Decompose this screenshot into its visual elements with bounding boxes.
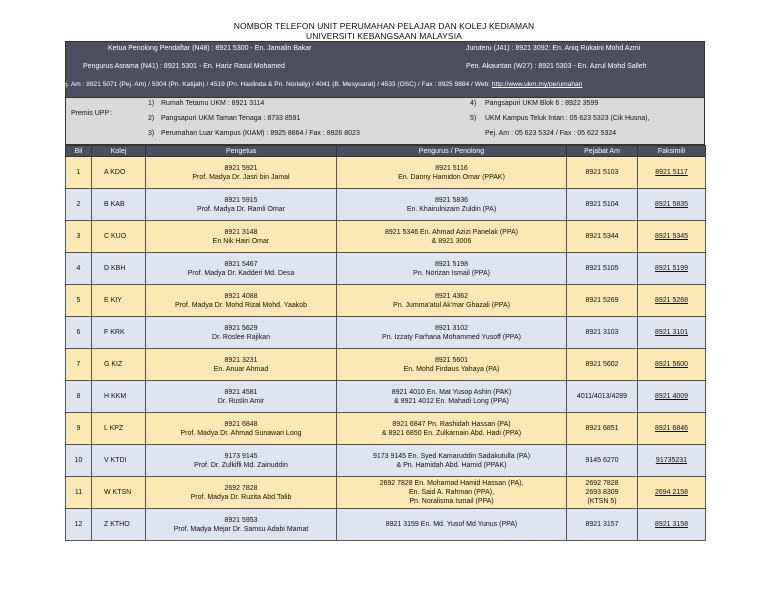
cell-kolej: D KBH <box>92 253 146 285</box>
cell-pengetua <box>146 157 337 189</box>
cell-faksimili: 8921 5345 <box>638 221 706 253</box>
cell-pengurus-line: 8921 5198 <box>434 260 469 268</box>
table-row <box>66 381 706 413</box>
cell-pengetua <box>146 349 337 381</box>
akauntan-text: Pen. Akauntan (W27) : 8921 5303 - En. Azrul Mohd Salleh <box>466 63 647 70</box>
cell-pengurus-line: 9173 9145 En. Syed Kamaruddin Sadakutulla (PA) <box>372 452 531 460</box>
cell-kolej: B KAB <box>92 189 146 221</box>
premis-label: Premis UPP <box>71 110 110 117</box>
directory-table <box>65 145 706 541</box>
cell-pengurus-line: 8921 5601 <box>434 356 469 364</box>
cell-pejabat-line: 2692 7828 <box>585 480 619 487</box>
cell-pejabat <box>567 221 638 253</box>
column-header-pengetua: Pengetua <box>146 146 337 157</box>
cell-pengurus-line: En. Danny Hamidon Omar (PPAK) <box>398 173 505 181</box>
premis-item-no: 1) <box>148 100 155 107</box>
cell-pengurus <box>337 349 567 381</box>
cell-pengetua-line: 8921 4581 <box>224 388 258 396</box>
cell-pengurus <box>337 477 567 509</box>
cell-pengurus <box>337 285 567 317</box>
cell-kolej: W KTSN <box>92 477 146 509</box>
cell-pengurus-line: Pn. Jumma'atul Ak'mar Ghazali (PPA) <box>393 301 510 309</box>
cell-pengetua-line: 2692 7828 <box>224 484 258 492</box>
cell-pengetua-line: Prof. Madya Mejar Dr. Samsu Adabi Mamat <box>173 525 309 533</box>
table-row <box>66 317 706 349</box>
cell-bil: 6 <box>66 317 92 349</box>
cell-bil: 2 <box>66 189 92 221</box>
cell-pengurus-line: En. Khairulnizam Zuldin (PA) <box>406 205 497 213</box>
cell-pengetua <box>146 253 337 285</box>
cell-kolej: G KIZ <box>92 349 146 381</box>
cell-pengurus-line: 2692 7828 En. Mohamad Hamid Hassan (PA), <box>379 480 524 487</box>
column-header-pejabat: Pejabat Am <box>567 146 638 157</box>
cell-pengetua-line: 8921 5915 <box>224 196 258 204</box>
premis-item-text: Pangsapuri UKM Taman Tenaga : 8733 8591 <box>161 115 301 122</box>
table-row <box>66 157 706 189</box>
premis-colon: : <box>110 110 112 117</box>
cell-pengetua-line: Dr. Ruslin Amir <box>217 397 265 405</box>
premis-item-no: 4) <box>470 100 477 107</box>
cell-pejabat-line: 8921 5103 <box>585 169 619 176</box>
cell-faksimili: 8921 6846 <box>638 413 706 445</box>
cell-pejabat-line: 2693 8309 <box>585 489 619 496</box>
cell-pengurus <box>337 445 567 477</box>
cell-pejabat-line: 4011/4013/4289 <box>576 393 628 400</box>
premis-item-text: Perumahan Luar Kampus (KIAM) : 8925 8864 / Fax : 8926 8023 <box>161 130 360 137</box>
cell-pengurus-line: Pn. Noralisma Ismail (PPA) <box>409 498 494 505</box>
premis-panel <box>65 98 705 145</box>
cell-pejabat <box>567 253 638 285</box>
cell-pejabat-line: 8921 3157 <box>585 521 619 528</box>
cell-pengurus-line: & Pn. Hamidah Abd. Hamid (PPAK) <box>396 461 507 469</box>
ketua-text: Ketua Penolong Pendaftar (N48) : 8921 5300 - En. Jamalin Bakar <box>108 45 312 52</box>
table-header-row <box>66 146 706 157</box>
cell-pengurus <box>337 509 567 541</box>
cell-pengurus-line: 8921 4010 En. Mat Yusop Ashin (PAK) <box>391 388 512 396</box>
cell-pengurus-line: 8921 5836 <box>434 196 469 204</box>
cell-bil: 8 <box>66 381 92 413</box>
cell-pengurus-line: 8921 4362 <box>434 292 469 300</box>
premis-item-no: 2) <box>148 115 155 122</box>
cell-pengetua-line: 8921 6848 <box>224 420 258 428</box>
pejabat-am-text <box>58 81 582 88</box>
cell-bil: 12 <box>66 509 92 541</box>
cell-pejabat <box>567 445 638 477</box>
cell-bil: 9 <box>66 413 92 445</box>
column-header-kolej: Kolej <box>92 146 146 157</box>
cell-kolej: V KTDI <box>92 445 146 477</box>
cell-kolej: Z KTHO <box>92 509 146 541</box>
premis-item-no: 3) <box>148 130 155 137</box>
table-row <box>66 253 706 285</box>
cell-pengetua-line: 8921 3231 <box>224 356 258 364</box>
cell-pengurus-line: 8921 3159 En. Md. Yusof Md Yunus (PPA) <box>385 521 518 528</box>
cell-faksimili: 8921 5600 <box>638 349 706 381</box>
directory-sheet <box>58 41 705 541</box>
cell-pejabat-line: 8921 5344 <box>585 233 619 240</box>
cell-kolej: L KPZ <box>92 413 146 445</box>
cell-kolej: F KRK <box>92 317 146 349</box>
cell-pengetua-line: Prof. Madya Dr. Mohd Rizal Mohd. Yaakob <box>174 301 308 309</box>
cell-pengetua-line: Dr. Roslee Rajikan <box>212 333 270 341</box>
cell-pengetua-line: 8921 5467 <box>224 260 258 268</box>
cell-kolej: H KKM <box>92 381 146 413</box>
cell-pejabat <box>567 477 638 509</box>
cell-pengetua-line: Prof. Madya Dr. Ruzita Abd.Talib <box>190 493 292 501</box>
cell-pejabat <box>567 413 638 445</box>
cell-pengurus-line: Pn. Norizan Ismail (PPA) <box>413 269 490 277</box>
cell-pejabat <box>567 285 638 317</box>
cell-pengetua <box>146 445 337 477</box>
cell-bil: 5 <box>66 285 92 317</box>
cell-pengetua <box>146 477 337 509</box>
cell-faksimili: 8921 5117 <box>638 157 706 189</box>
cell-bil: 3 <box>66 221 92 253</box>
table-row <box>66 189 706 221</box>
cell-pejabat-line: 9145 6270 <box>585 457 619 464</box>
document-subtitle: UNIVERSITI KEBANGSAAN MALAYSIA <box>306 31 462 41</box>
cell-kolej: E KIY <box>92 285 146 317</box>
cell-pengurus-line: 8921 5116 <box>435 164 468 172</box>
cell-pejabat <box>567 349 638 381</box>
cell-pejabat <box>567 381 638 413</box>
cell-pengetua-line: 8921 5629 <box>224 324 258 332</box>
cell-pengurus-line: & 8921 4012 En. Mahadi Long (PPA) <box>394 397 509 405</box>
table-row <box>66 413 706 445</box>
cell-pengetua-line: 8921 4088 <box>224 292 258 300</box>
cell-pejabat <box>567 189 638 221</box>
cell-pengurus <box>337 221 567 253</box>
cell-pengurus-line: & 8921 3006 <box>431 237 472 245</box>
cell-pengurus <box>337 253 567 285</box>
cell-pengurus-line: Pn. Izzaty Farhana Mohammed Yusoff (PPA) <box>382 333 521 341</box>
cell-pengetua <box>146 285 337 317</box>
cell-pejabat <box>567 157 638 189</box>
cell-faksimili: 8921 3101 <box>638 317 706 349</box>
website-link[interactable]: http://www.ukm.my/perumahan <box>491 81 583 88</box>
cell-pengetua <box>146 317 337 349</box>
cell-faksimili: 8921 4009 <box>638 381 706 413</box>
cell-bil: 10 <box>66 445 92 477</box>
cell-pejabat <box>567 317 638 349</box>
cell-kolej: C KUO <box>92 221 146 253</box>
cell-pengetua-line: En Nik Hairi Omar <box>212 237 270 245</box>
cell-pengetua-line: 8921 3148 <box>224 228 258 236</box>
cell-kolej: A KDO <box>92 157 146 189</box>
cell-faksimili: 8921 5199 <box>638 253 706 285</box>
cell-pejabat-line: (KTSN 5) <box>587 498 617 505</box>
cell-pengetua-line: 8921 5953 <box>224 516 258 524</box>
cell-pejabat-line: 8921 5105 <box>585 265 619 272</box>
header-panel <box>58 41 705 98</box>
cell-pengetua <box>146 221 337 253</box>
column-header-bil: Bil <box>66 146 92 157</box>
cell-pengurus <box>337 317 567 349</box>
cell-faksimili: 8921 5268 <box>638 285 706 317</box>
cell-pengetua-line: 8921 5921 <box>224 164 258 172</box>
premis-item-no: 5) <box>470 115 477 122</box>
cell-pengetua <box>146 413 337 445</box>
cell-pengetua-line: En. Anuar Ahmad <box>213 365 269 373</box>
cell-pengurus <box>337 381 567 413</box>
cell-pengurus <box>337 157 567 189</box>
premis-item-text: Pangsapuri UKM Blok 6 : 8922 3599 <box>485 100 599 107</box>
cell-pengetua <box>146 189 337 221</box>
premis-item-text: Pej. Am : 05 623 5324 / Fax : 05 622 5324 <box>485 130 617 137</box>
table-row <box>66 285 706 317</box>
cell-pejabat-line: 8921 5269 <box>585 297 619 304</box>
juruteru-text: Juruteru (J41) : 8921 3092: En. Aniq Rukaini Mohd Azmi <box>466 45 641 52</box>
document-title: NOMBOR TELEFON UNIT PERUMAHAN PELAJAR DAN KOLEJ KEDIAMAN <box>233 21 535 31</box>
cell-pejabat <box>567 509 638 541</box>
cell-faksimili: 2694 2158 <box>638 477 706 509</box>
cell-pejabat-line: 8921 5104 <box>585 201 619 208</box>
cell-pengetua-line: Prof. Dr. Zulkifli Md. Zainuddin <box>194 461 288 469</box>
cell-bil: 1 <box>66 157 92 189</box>
cell-pejabat-line: 8921 5602 <box>585 361 619 368</box>
table-body <box>66 157 706 541</box>
cell-pengetua-line: Prof. Madya Dr. Ramli Omar <box>197 205 285 213</box>
cell-pengetua <box>146 381 337 413</box>
table-row <box>66 221 706 253</box>
cell-pengetua-line: 9173 9145 <box>224 452 258 460</box>
cell-bil: 7 <box>66 349 92 381</box>
cell-faksimili: 8921 3158 <box>638 509 706 541</box>
pengurus-asrama-text: Pengurus Asrama (N41) : 8921 5301 - En. Hariz Rasul Mohamed <box>83 63 285 70</box>
cell-pengurus <box>337 189 567 221</box>
cell-faksimili: 91735231 <box>638 445 706 477</box>
cell-pengurus-line: En. Said A. Rahman (PPA), <box>408 489 495 496</box>
premis-item-text: Rumah Tetamu UKM : 8921 3114 <box>161 100 265 107</box>
cell-pengurus-line: En. Mohd Firdaus Yahaya (PA) <box>403 365 500 373</box>
cell-pengurus-line: & 8921 6850 En. Zulkarnain Abd. Hadi (PPA) <box>381 429 522 437</box>
column-header-faksimili: Faksimili <box>638 146 706 157</box>
table-row <box>66 477 706 509</box>
cell-pengetua-line: Prof. Madya Dr. Ahmad Sunawari Long <box>180 429 302 437</box>
premis-item-text: UKM Kampus Teluk Intan : 05 623 5323 (Cik Husna), <box>485 115 650 122</box>
column-header-pengurus: Pengurus / Penolong <box>337 146 567 157</box>
cell-pengurus-line: 8921 3102 <box>434 324 469 332</box>
table-row <box>66 509 706 541</box>
cell-pengurus-line: 8921 6847 Pn. Rashidah Hassan (PA) <box>392 420 511 428</box>
cell-faksimili: 8921 5835 <box>638 189 706 221</box>
cell-pengetua-line: Prof. Madya Dr. Jasri bin Jamal <box>192 173 290 181</box>
table-row <box>66 445 706 477</box>
cell-pejabat-line: 8921 3103 <box>585 329 619 336</box>
cell-pengurus-line: 8921 5346 En. Ahmad Azizi Panelak (PPA) <box>385 228 518 236</box>
cell-pengetua <box>146 509 337 541</box>
pejabat-am-numbers: Pej. Am : 8921 5071 (Pej. Am) / 5304 (Pn. Katijah) / 4519 (Pn. Haslinda & Pn. Norlaily) / 4041 (B. Mesyuarat) / 4533 (OSC) / Fax : 8925 9884 / Web: <box>58 81 490 88</box>
cell-pengurus <box>337 413 567 445</box>
cell-bil: 11 <box>66 477 92 509</box>
cell-pejabat-line: 8921 6851 <box>585 425 619 432</box>
cell-pengetua-line: Prof. Madya Dr. Kadderi Md. Desa <box>187 269 295 277</box>
table-row <box>66 349 706 381</box>
cell-bil: 4 <box>66 253 92 285</box>
